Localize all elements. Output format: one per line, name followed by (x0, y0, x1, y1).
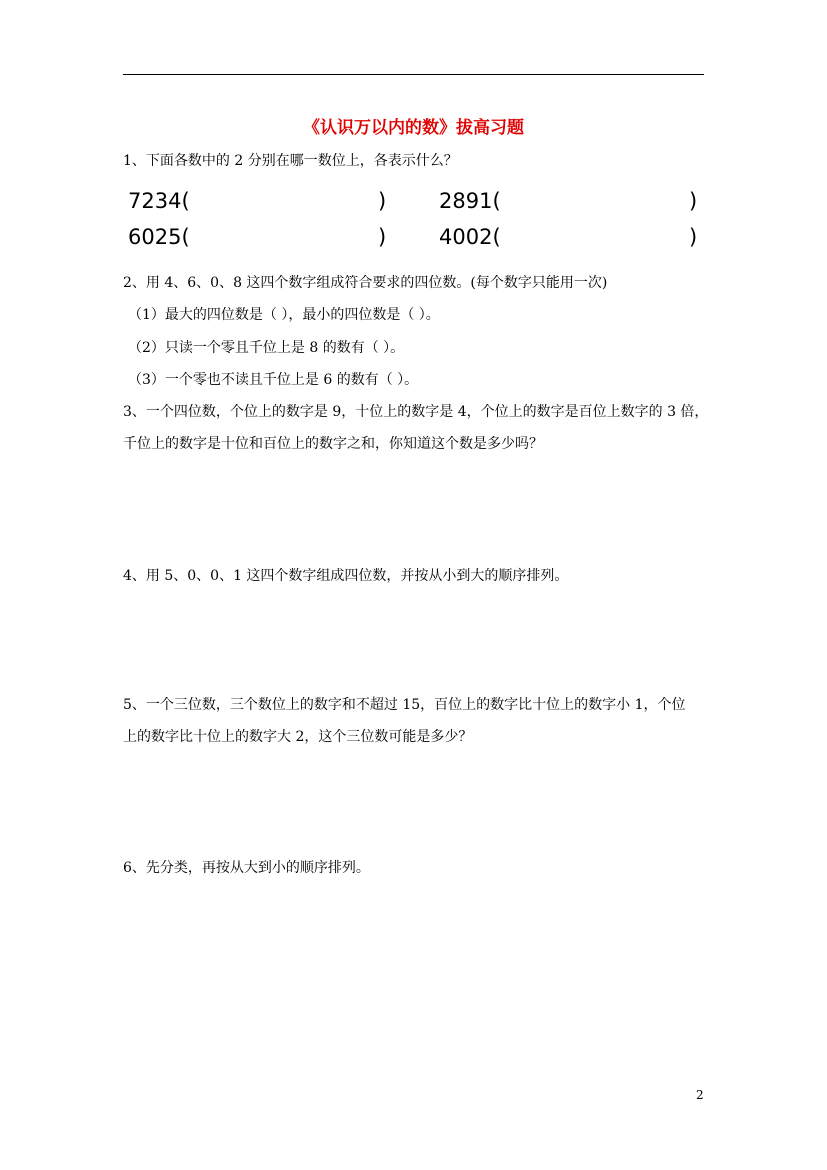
question-2-sub-1: （1）最大的四位数是（ ），最小的四位数是（ ）。 (128, 307, 440, 323)
q1-number-3: 6025( (128, 225, 190, 249)
q1-close-paren-1: ) (378, 189, 387, 213)
page-number: 2 (696, 1088, 704, 1102)
header-rule (123, 74, 704, 75)
question-6-text: 6、先分类，再按从大到小的顺序排列。 (123, 860, 370, 876)
question-4-text: 4、用 5、0、0、1 这四个数字组成四位数，并按从小到大的顺序排列。 (123, 568, 569, 584)
q1-number-4: 4002( (439, 225, 501, 249)
question-5-line-2: 上的数字比十位上的数字大 2，这个三位数可能是多少？ (123, 729, 473, 745)
q1-close-paren-4: ) (689, 225, 698, 249)
page-title: 《认识万以内的数》拔高习题 (303, 118, 524, 138)
q1-close-paren-3: ) (378, 225, 387, 249)
question-3-line-2: 千位上的数字是十位和百位上的数字之和，你知道这个数是多少吗？ (123, 436, 543, 452)
question-2-sub-3: （3）一个零也不读且千位上是 6 的数有（ ）。 (128, 372, 419, 388)
question-5-line-1: 5、一个三位数，三个数位上的数字和不超过 15，百位上的数字比十位上的数字小 1，个位 (123, 697, 686, 713)
q1-number-2: 2891( (439, 189, 501, 213)
question-2-text: 2、用 4、6、0、8 这四个数字组成符合要求的四位数。(每个数字只能用一次) (123, 275, 608, 291)
q1-number-1: 7234( (128, 189, 190, 213)
question-2-sub-2: （2）只读一个零且千位上是 8 的数有（ ）。 (128, 340, 405, 356)
question-3-line-1: 3、一个四位数，个位上的数字是 9，十位上的数字是 4，个位上的数字是百位上数字的 3 倍， (123, 404, 709, 420)
q1-close-paren-2: ) (689, 189, 698, 213)
question-1-text: 1、下面各数中的 2 分别在哪一数位上，各表示什么？ (123, 153, 458, 169)
